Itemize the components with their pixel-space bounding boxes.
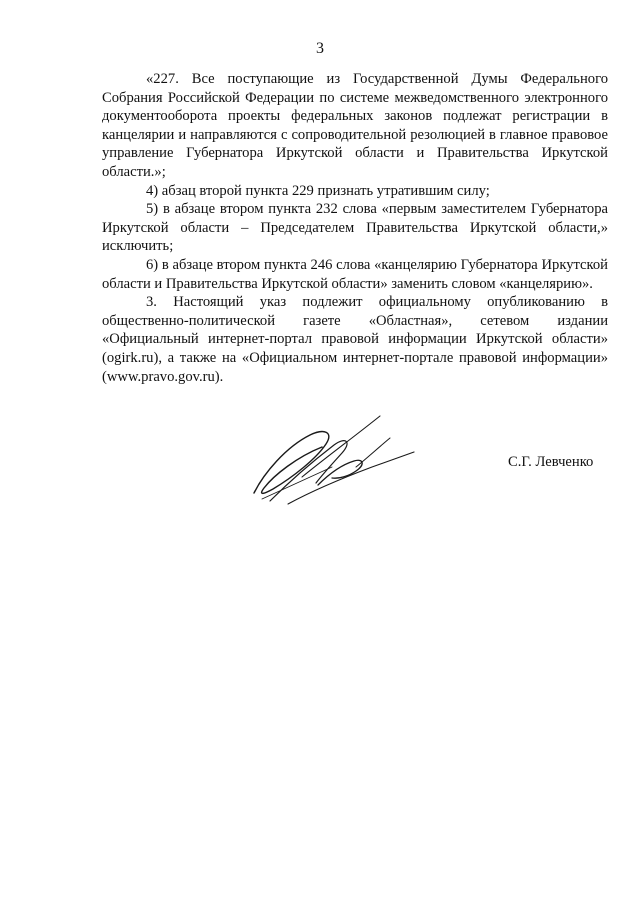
- signer-name: С.Г. Левченко: [508, 454, 594, 470]
- paragraph-6: 6) в абзаце втором пункта 246 слова «канцелярию Губернатора Иркутской области и Правительства Иркутской области» заменить словом «канцелярию».: [102, 256, 608, 292]
- paragraph-publication: 3. Настоящий указ подлежит официальному опубликованию в общественно-политической газете «Областная», сетевом издании «Официальный интернет-портал правовой информации Иркутской области» (ogirk.ru), а также на «Официальном интернет-портале правовой информации» (www.pravo.gov.ru).: [102, 294, 608, 385]
- document-body: [102, 70, 608, 386]
- paragraph-4: 4) абзац второй пункта 229 признать утратившим силу;: [146, 182, 490, 199]
- page-number: 3: [316, 40, 324, 57]
- paragraph-227: «227. Все поступающие из Государственной Думы Федерального Собрания Российской Федерации по системе межведомственного электронного документооборота проекты федеральных законов подлежат регистрации в канцелярии и направляются с сопроводительной резолюцией в главное правовое управление Губернатора Иркутской области и Правительства Иркутской области.»;: [102, 71, 608, 180]
- handwritten-signature: [246, 405, 418, 511]
- paragraph-5: 5) в абзаце втором пункта 232 слова «первым заместителем Губернатора Иркутской области – Председателем Правительства Иркутской области,» исключить;: [102, 201, 608, 255]
